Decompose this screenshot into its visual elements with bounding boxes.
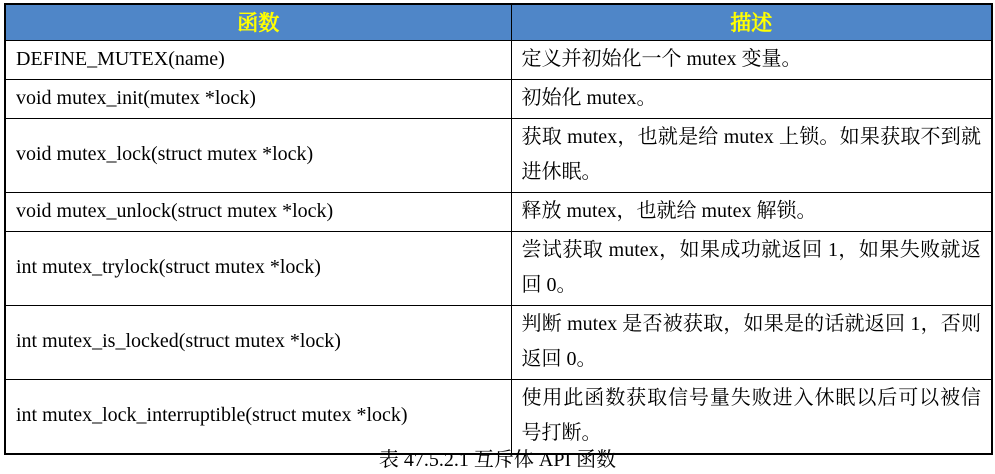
table-row (5, 231, 992, 305)
description-cell: 使用此函数获取信号量失败进入休眠以后可以被信号打断。 (511, 379, 992, 454)
function-cell: int mutex_lock_interruptible(struct mutex *lock) (5, 379, 511, 454)
column-header-function: 函数 (5, 4, 511, 40)
description-cell: 定义并初始化一个 mutex 变量。 (511, 40, 992, 79)
description-cell: 初始化 mutex。 (511, 79, 992, 118)
function-cell: void mutex_lock(struct mutex *lock) (5, 118, 511, 192)
table-row (5, 79, 992, 118)
column-header-description: 描述 (511, 4, 992, 40)
table-row (5, 118, 992, 192)
function-cell: int mutex_is_locked(struct mutex *lock) (5, 305, 511, 379)
function-cell: int mutex_trylock(struct mutex *lock) (5, 231, 511, 305)
table-row (5, 40, 992, 79)
table-caption: 表 47.5.2.1 互斥体 API 函数 (378, 449, 617, 471)
description-cell: 获取 mutex，也就是给 mutex 上锁。如果获取不到就进休眠。 (511, 118, 992, 192)
table-header-row (5, 4, 992, 40)
table-row (5, 305, 992, 379)
table-row (5, 192, 992, 231)
function-cell: void mutex_unlock(struct mutex *lock) (5, 192, 511, 231)
description-cell: 判断 mutex 是否被获取，如果是的话就返回 1，否则返回 0。 (511, 305, 992, 379)
function-cell: DEFINE_MUTEX(name) (5, 40, 511, 79)
mutex-api-table (4, 3, 993, 455)
description-cell: 尝试获取 mutex，如果成功就返回 1，如果失败就返回 0。 (511, 231, 992, 305)
function-cell: void mutex_init(mutex *lock) (5, 79, 511, 118)
description-cell: 释放 mutex，也就给 mutex 解锁。 (511, 192, 992, 231)
